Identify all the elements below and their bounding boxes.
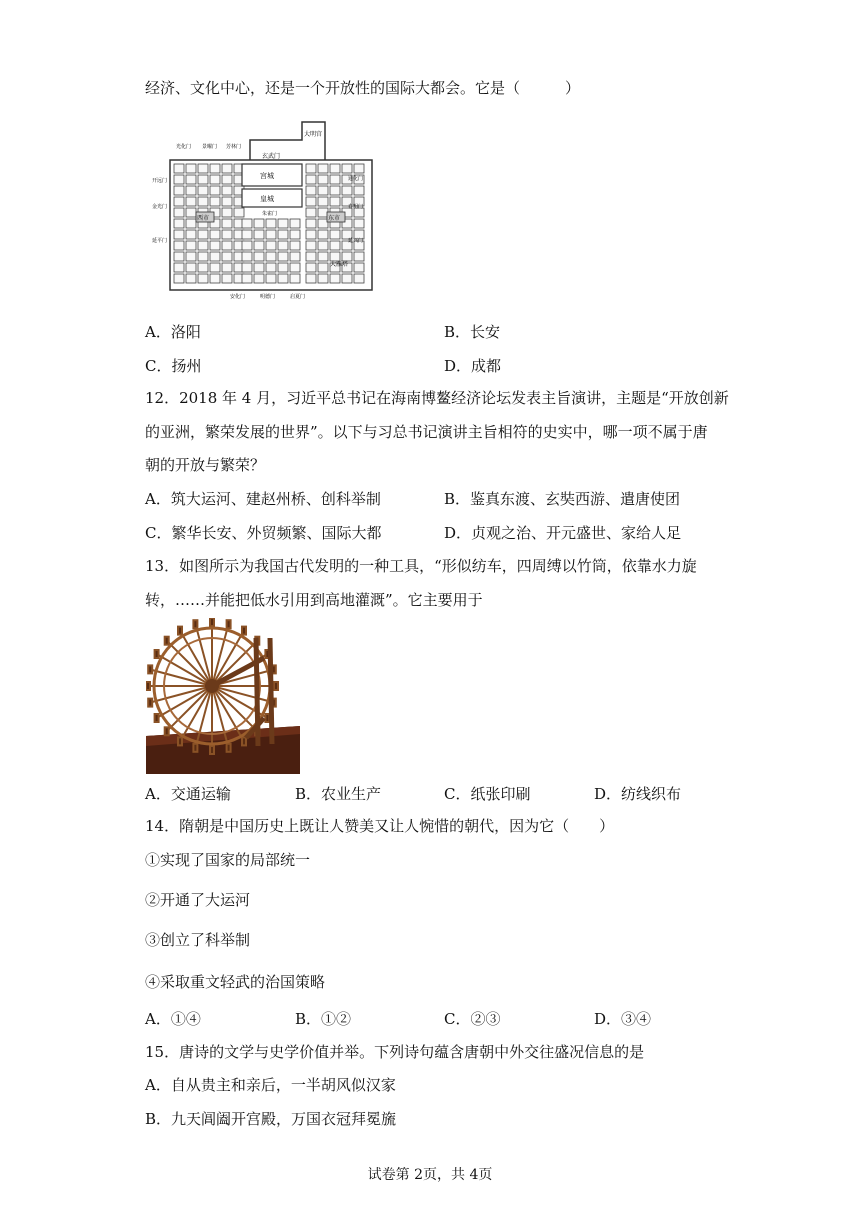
city-ward-block	[318, 219, 328, 228]
city-ward-block	[210, 263, 220, 272]
city-ward-block	[222, 230, 232, 239]
city-ward-block	[222, 175, 232, 184]
city-ward-block	[174, 164, 184, 173]
city-ward-block	[222, 241, 232, 250]
city-ward-block	[210, 186, 220, 195]
q11-option-a[interactable]: A．洛阳	[145, 323, 201, 341]
city-ward-block	[186, 230, 196, 239]
city-ward-block	[186, 164, 196, 173]
city-ward-block	[254, 263, 264, 272]
map-imperial-label: 皇城	[260, 195, 274, 203]
city-ward-block	[198, 175, 208, 184]
city-ward-block	[306, 164, 316, 173]
city-ward-block	[222, 186, 232, 195]
city-ward-block	[186, 197, 196, 206]
bamboo-tube	[165, 637, 169, 645]
bamboo-tube	[148, 699, 152, 707]
city-ward-block	[342, 164, 352, 173]
city-ward-block	[210, 274, 220, 283]
city-ward-block	[306, 175, 316, 184]
q11-option-b[interactable]: B．长安	[444, 323, 501, 341]
city-ward-block	[354, 263, 364, 272]
city-ward-block	[318, 241, 328, 250]
city-ward-block	[318, 263, 328, 272]
bamboo-tube	[193, 620, 197, 628]
city-ward-block	[330, 175, 340, 184]
q13-option-c[interactable]: C．纸张印刷	[444, 785, 531, 803]
city-ward-block	[186, 208, 196, 217]
city-ward-block	[318, 208, 328, 217]
city-ward-block	[318, 175, 328, 184]
city-ward-block	[306, 252, 316, 261]
city-ward-block	[306, 241, 316, 250]
city-ward-block	[222, 164, 232, 173]
city-ward-block	[186, 263, 196, 272]
city-ward-block	[330, 186, 340, 195]
city-ward-block	[354, 164, 364, 173]
bamboo-tube	[146, 682, 150, 690]
q11-option-d[interactable]: D．成都	[444, 357, 502, 375]
city-ward-block	[254, 252, 264, 261]
city-ward-block	[278, 230, 288, 239]
city-ward-block	[242, 252, 252, 261]
q11-stem-tail: 经济、文化中心，还是一个开放性的国际大都会。它是（ ）	[145, 79, 581, 97]
city-ward-block	[330, 252, 340, 261]
q13-option-b[interactable]: B．农业生产	[295, 785, 382, 803]
city-ward-block	[318, 197, 328, 206]
map-gate-right-3: 延兴门	[348, 238, 364, 244]
city-ward-block	[222, 274, 232, 283]
city-ward-block	[254, 230, 264, 239]
city-ward-block	[198, 274, 208, 283]
city-ward-block	[290, 263, 300, 272]
city-ward-block	[174, 186, 184, 195]
map-palace-label: 宫城	[260, 172, 274, 180]
city-ward-block	[342, 252, 352, 261]
city-ward-block	[242, 230, 252, 239]
city-ward-block	[186, 186, 196, 195]
city-ward-block	[342, 274, 352, 283]
map-gate-bottom-1: 安化门	[230, 294, 246, 300]
q12-option-d[interactable]: D．贞观之治、开元盛世、家给人足	[444, 524, 682, 542]
bamboo-tube	[155, 650, 159, 658]
city-ward-block	[198, 164, 208, 173]
map-gate-bottom-3: 启夏门	[290, 294, 306, 300]
city-ward-block	[186, 252, 196, 261]
map-gate-right-1: 通化门	[348, 176, 364, 182]
bamboo-tube	[193, 744, 197, 752]
changan-map-figure	[150, 120, 382, 302]
bamboo-tube	[227, 620, 231, 628]
city-ward-block	[210, 197, 220, 206]
q12-stem-line-2: 的亚洲，繁荣发展的世界”。以下与习总书记演讲主旨相符的史实中，哪一项不属于唐	[145, 423, 708, 441]
city-ward-block	[306, 263, 316, 272]
city-ward-block	[330, 197, 340, 206]
city-ward-block	[266, 263, 276, 272]
bamboo-tube	[242, 627, 246, 635]
bamboo-tube	[148, 665, 152, 673]
page-footer: 试卷第 2页，共 4页	[367, 1167, 493, 1183]
city-ward-block	[254, 274, 264, 283]
city-ward-block	[306, 208, 316, 217]
q14-item-2: ②开通了大运河	[145, 891, 251, 909]
city-ward-block	[354, 219, 364, 228]
map-daming-label: 大明宫	[304, 131, 323, 138]
city-ward-block	[266, 241, 276, 250]
q15-stem: 15．唐诗的文学与史学价值并举。下列诗句蕴含唐朝中外交往盛况信息的是	[145, 1043, 645, 1061]
city-ward-block	[242, 274, 252, 283]
map-gate-bottom-2: 明德门	[260, 294, 276, 300]
city-ward-block	[174, 274, 184, 283]
city-ward-block	[278, 241, 288, 250]
q14-option-c[interactable]: C．②③	[444, 1010, 501, 1028]
map-gate-top-3: 芳林门	[226, 144, 242, 150]
q13-stem-line-1: 13．如图所示为我国古代发明的一种工具，“形似纺车，四周缚以竹筒，依靠水力旋	[145, 557, 697, 575]
bamboo-tube	[242, 737, 246, 745]
city-ward-block	[174, 230, 184, 239]
bamboo-tube	[265, 714, 269, 722]
city-ward-block	[318, 164, 328, 173]
city-ward-block	[306, 197, 316, 206]
city-ward-block	[278, 219, 288, 228]
city-ward-block	[330, 230, 340, 239]
city-ward-block	[222, 208, 232, 217]
city-ward-block	[186, 274, 196, 283]
city-ward-block	[354, 252, 364, 261]
city-ward-block	[318, 274, 328, 283]
city-ward-block	[198, 230, 208, 239]
city-ward-block	[198, 252, 208, 261]
city-ward-block	[306, 230, 316, 239]
city-ward-block	[290, 219, 300, 228]
waterwheel-image	[146, 618, 300, 774]
q13-stem-line-2: 转，……并能把低水引用到高地灌溉”。它主要用于	[145, 591, 483, 609]
map-gate-top-2: 景曜门	[202, 144, 218, 150]
city-ward-block	[266, 219, 276, 228]
city-ward-block	[186, 175, 196, 184]
city-ward-block	[198, 263, 208, 272]
map-east-market: 东市	[328, 215, 341, 222]
q14-item-1: ①实现了国家的局部统一	[145, 851, 311, 869]
city-ward-block	[174, 197, 184, 206]
city-ward-block	[210, 230, 220, 239]
bamboo-tube	[227, 744, 231, 752]
q14-option-a[interactable]: A．①④	[145, 1010, 201, 1028]
city-ward-block	[174, 208, 184, 217]
city-ward-block	[330, 274, 340, 283]
city-ward-block	[186, 219, 196, 228]
bamboo-tube	[210, 618, 214, 626]
city-ward-block	[174, 252, 184, 261]
city-ward-block	[266, 230, 276, 239]
map-gate-top-1: 光化门	[176, 144, 192, 150]
city-ward-block	[278, 274, 288, 283]
city-ward-block	[222, 252, 232, 261]
q12-stem-line-1: 12．2018 年 4 月，习近平总书记在海南博鳌经济论坛发表主旨演讲，主题是“开放创新	[145, 389, 729, 407]
q15-option-b[interactable]: B．九天阊阖开宫殿，万国衣冠拜冕旒	[145, 1110, 397, 1128]
city-ward-block	[354, 274, 364, 283]
city-ward-block	[330, 241, 340, 250]
q14-option-b[interactable]: B．①②	[295, 1010, 352, 1028]
map-pagoda-label: 大雁塔	[330, 261, 349, 268]
map-west-market: 西市	[197, 215, 210, 222]
bamboo-tube	[165, 727, 169, 735]
city-ward-block	[174, 241, 184, 250]
city-ward-block	[290, 274, 300, 283]
city-ward-block	[242, 263, 252, 272]
q12-option-b[interactable]: B．鉴真东渡、玄奘西游、遣唐使团	[444, 490, 681, 508]
city-ward-block	[290, 241, 300, 250]
city-ward-block	[174, 219, 184, 228]
q14-item-3: ③创立了科举制	[145, 931, 251, 949]
city-ward-block	[222, 197, 232, 206]
bamboo-tube	[178, 627, 182, 635]
bamboo-tube	[155, 714, 159, 722]
city-ward-block	[306, 274, 316, 283]
q12-option-c[interactable]: C．繁华长安、外贸频繁、国际大都	[145, 524, 382, 542]
city-ward-block	[210, 175, 220, 184]
city-ward-block	[254, 241, 264, 250]
city-ward-block	[266, 274, 276, 283]
map-gate-right-2: 春明门	[348, 204, 364, 210]
city-ward-block	[198, 186, 208, 195]
city-ward-block	[278, 252, 288, 261]
city-ward-block	[306, 219, 316, 228]
q12-stem-line-3: 朝的开放与繁荣？	[145, 456, 266, 474]
city-ward-block	[330, 164, 340, 173]
city-ward-block	[198, 197, 208, 206]
q13-option-a[interactable]: A．交通运输	[145, 785, 231, 803]
city-ward-block	[318, 230, 328, 239]
city-ward-block	[210, 241, 220, 250]
city-ward-block	[222, 219, 232, 228]
city-ward-block	[222, 263, 232, 272]
city-ward-block	[210, 164, 220, 173]
q13-option-d[interactable]: D．纺线织布	[594, 785, 682, 803]
map-gate-left-2: 金光门	[152, 204, 168, 210]
city-ward-block	[186, 241, 196, 250]
city-ward-block	[234, 208, 244, 217]
map-xuanwu-label: 玄武门	[262, 153, 281, 160]
q14-item-4: ④采取重文轻武的治国策略	[145, 973, 326, 991]
q15-option-a[interactable]: A．自从贵主和亲后，一半胡风似汉家	[145, 1076, 396, 1094]
q11-option-c[interactable]: C．扬州	[145, 357, 202, 375]
map-gate-left-3: 延平门	[152, 238, 168, 244]
city-ward-block	[242, 219, 252, 228]
map-gate-left-1: 开远门	[152, 178, 168, 184]
city-ward-block	[290, 230, 300, 239]
city-ward-block	[278, 263, 288, 272]
city-ward-block	[210, 252, 220, 261]
bamboo-tube	[274, 682, 278, 690]
q14-stem: 14．隋朝是中国历史上既让人赞美又让人惋惜的朝代，因为它（ ）	[145, 817, 615, 835]
city-ward-block	[342, 186, 352, 195]
city-ward-block	[174, 263, 184, 272]
q12-option-a[interactable]: A．筑大运河、建赵州桥、创科举制	[145, 490, 381, 508]
city-ward-block	[318, 186, 328, 195]
city-ward-block	[266, 252, 276, 261]
city-ward-block	[354, 186, 364, 195]
city-ward-block	[174, 175, 184, 184]
bamboo-tube	[178, 737, 182, 745]
bamboo-tube	[210, 746, 214, 754]
city-ward-block	[306, 186, 316, 195]
q14-option-d[interactable]: D．③④	[594, 1010, 652, 1028]
city-ward-block	[290, 252, 300, 261]
city-ward-block	[242, 241, 252, 250]
city-ward-block	[254, 219, 264, 228]
map-zhuque-label: 朱雀门	[262, 211, 278, 217]
city-ward-block	[318, 252, 328, 261]
city-ward-block	[198, 241, 208, 250]
